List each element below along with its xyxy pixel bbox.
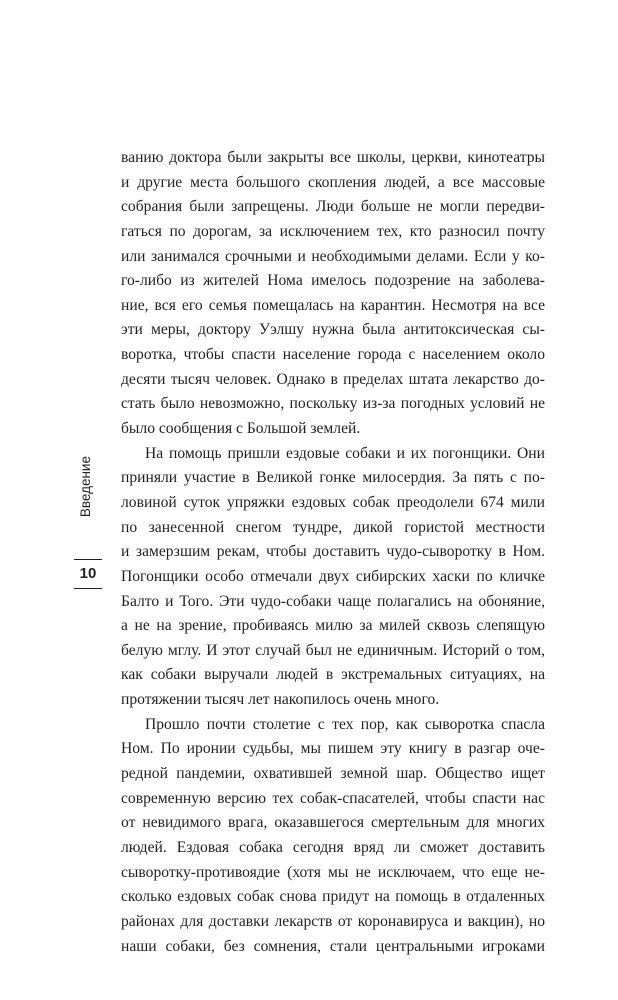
text-line: ванию доктора были закрыты все школы, церкви, кинотеатры (121, 149, 545, 166)
page-number-bottom-rule (74, 588, 102, 589)
body-text (121, 146, 545, 959)
text-line: воротка, чтобы спасти население города с населением около (121, 346, 545, 364)
text-line: и замерзшим рекам, чтобы доставить чудо-сыворотку в Ном. (121, 543, 545, 561)
text-line: людей. Ездовая собака сегодня вряд ли сможет доставить (121, 838, 545, 856)
page-number-top-rule (74, 559, 102, 560)
text-line: сыворотку-противоядие (хотя мы не исключаем, что еще не- (121, 863, 545, 881)
text-line: Погонщики особо отмечали двух сибирских хаски по кличке (121, 567, 545, 585)
paragraph-last-line: протяжении тысяч лет накопилось очень много. (121, 691, 440, 709)
text-line: ловиной суток упряжки ездовых собак преодолели 674 мили (121, 493, 545, 511)
text-line: или занимался срочными и необходимыми делами. Если у ко- (121, 247, 545, 265)
text-line: Ном. По иронии судьбы, мы пишем эту книгу в разгар оче- (121, 740, 545, 758)
text-line: по занесенной снегом тундре, дикой гористой местности (121, 518, 545, 536)
page-number: 10 (79, 565, 97, 582)
running-section-title: Введение (78, 456, 93, 518)
paragraph-first-line: Прошло почти столетие с тех пор, как сыворотка спасла (145, 715, 545, 733)
text-line: ние, вся его семья помещалась на карантин. Несмотря на все (121, 296, 545, 314)
text-line: а не на зрение, пробиваясь милю за милей сквозь слепящую (121, 617, 545, 635)
text-line: сколько ездовых собак снова придут на помощь в отдаленных (121, 888, 545, 906)
text-line: белую мглу. И этот случай был не единичным. Историй о том, (121, 641, 545, 659)
text-line: стать было невозможно, поскольку из-за погодных условий не (121, 395, 545, 413)
text-line: го-либо из жителей Нома имелось подозрение на заболева- (121, 272, 545, 290)
text-line: гаться по дорогам, за исключением тех, кто разносил почту (121, 222, 545, 240)
text-line: как собаки выручали людей в экстремальных ситуациях, на (121, 666, 545, 684)
text-line: эти меры, доктору Уэлшу нужна была антитоксическая сы- (121, 321, 545, 339)
text-line: современную версию тех собак-спасателей, чтобы спасти нас (121, 789, 545, 807)
text-line: от невидимого врага, оказавшегося смертельным для многих (121, 814, 545, 832)
text-line: районах для доставки лекарств от коронавируса и вакцин), но (121, 912, 545, 930)
text-line: редной пандемии, охватившей земной шар. Общество ищет (121, 765, 545, 783)
text-line: собрания были запрещены. Люди больше не могли передви- (121, 198, 545, 216)
text-line: десяти тысяч человек. Однако в пределах штата лекарство до- (121, 370, 545, 388)
text-line: Балто и Того. Эти чудо-собаки чаще полагались на обоняние, (121, 592, 545, 610)
text-line: и другие места большого скопления людей, а все массовые (121, 173, 545, 191)
paragraph-first-line: На помощь пришли ездовые собаки и их погонщики. Они (145, 444, 545, 462)
text-line: наши собаки, без сомнения, стали центральными игроками (121, 937, 545, 955)
text-line: приняли участие в Великой гонке милосердия. За пять с по- (121, 469, 545, 487)
paragraph-last-line: было сообщения с Большой землей. (121, 420, 361, 438)
